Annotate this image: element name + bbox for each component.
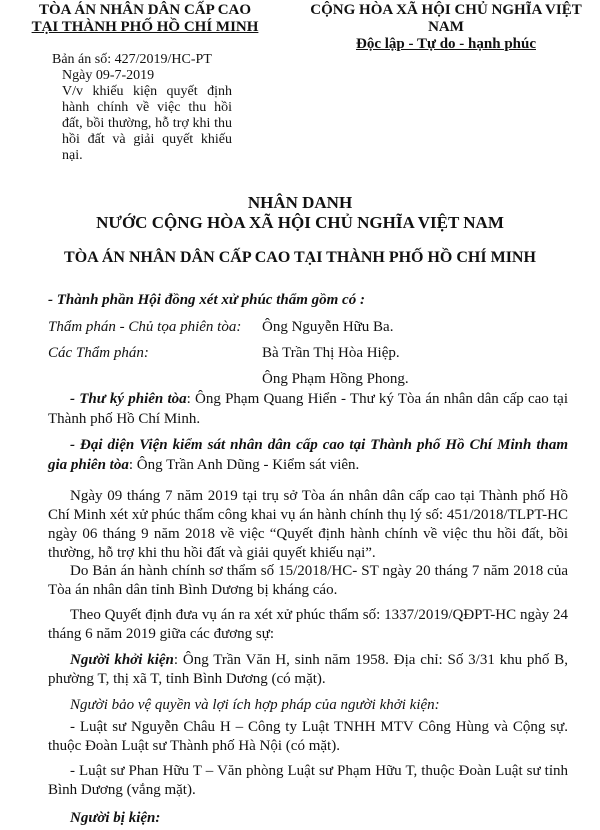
defendant-label: Người bị kiện:: [70, 810, 161, 826]
court-name-header: [0, 2, 290, 36]
judge-2-name: Ông Phạm Hồng Phong.: [262, 371, 409, 387]
protector-2: - Luật sư Phan Hữu T – Văn phòng Luật sư Phạm Hữu T, thuộc Đoàn Luật sư tỉnh Bình Dương (vắng mặt).: [48, 763, 568, 798]
court-name-line2: TẠI THÀNH PHỐ HỒ CHÍ MINH: [31, 19, 259, 35]
case-meta: [52, 52, 252, 164]
clerk-label: - Thư ký phiên tòa: [70, 391, 187, 407]
nation-motto: Độc lập - Tự do - hạnh phúc: [355, 36, 537, 52]
panel-heading: - Thành phần Hội đồng xét xử phúc thẩm gồm có :: [48, 292, 365, 308]
case-date: Ngày 09-7-2019: [62, 68, 155, 83]
plaintiff-label: Người khởi kiện: [70, 652, 174, 668]
procuracy-text: : Ông Trần Anh Dũng - Kiểm sát viên.: [128, 457, 360, 473]
procuracy-label: - Đại diện Viện kiểm sát nhân dân cấp cao tại Thành phố Hồ Chí Minh tham gia phiên tòa: [48, 437, 568, 473]
nation-name: CỘNG HÒA XÃ HỘI CHỦ NGHĨA VIỆT NAM: [310, 2, 582, 35]
first-instance-paragraph: Do Bản án hành chính sơ thẩm số 15/2018/HC- ST ngày 20 tháng 7 năm 2018 của Tòa án nhân dân tỉnh Bình Dương bị kháng cáo.: [48, 563, 568, 598]
clerk-text: : Ông Phạm Quang Hiển - Thư ký Tòa án nhân dân cấp cao tại Thành phố Hồ Chí Minh.: [48, 391, 569, 427]
court-name-line1: TÒA ÁN NHÂN DÂN CẤP CAO: [38, 2, 252, 18]
clerk-paragraph: [48, 389, 568, 429]
protectors-heading: Người bảo vệ quyền và lợi ích hợp pháp của người khởi kiện:: [70, 697, 440, 713]
judge-1-name: Bà Trần Thị Hòa Hiệp.: [262, 345, 400, 361]
title-nation: NƯỚC CỘNG HÒA XÃ HỘI CHỦ NGHĨA VIỆT NAM: [96, 213, 504, 232]
case-subject: V/v khiếu kiện quyết định hành chính về việc thu hồi đất, bồi thường, hỗ trợ khi thu hồi đất và giải quyết khiếu nại.: [62, 84, 232, 163]
judges-label: Các Thẩm phán:: [48, 345, 149, 361]
presiding-judge-label: Thẩm phán - Chủ tọa phiên tòa:: [48, 319, 242, 335]
presiding-judge-name: Ông Nguyễn Hữu Ba.: [262, 319, 394, 335]
hearing-paragraph: Ngày 09 tháng 7 năm 2019 tại trụ sở Tòa án nhân dân cấp cao tại Thành phố Hồ Chí Minh xét xử phúc thẩm công khai vụ án hành chính thụ lý số: 451/2018/TLPT-HC ngày 06 tháng 9 năm 2018 về việc “Quyết định hành chính về việc thu hồi đất, bồi thường, hỗ trợ khi thu hồi đất và giải quyết khiếu nại”.: [48, 488, 568, 561]
procuracy-paragraph: [48, 435, 568, 475]
protector-1: - Luật sư Nguyễn Châu H – Công ty Luật TNHH MTV Công Hùng và Cộng sự. thuộc Đoàn Luật sư Thành phố Hà Nội (có mặt).: [48, 719, 568, 754]
title-court: TÒA ÁN NHÂN DÂN CẤP CAO TẠI THÀNH PHỐ HỒ CHÍ MINH: [64, 249, 536, 266]
national-motto-header: [292, 2, 600, 53]
case-number: Bản án số: 427/2019/HC-PT: [52, 52, 212, 67]
plaintiff-text: : Ông Trần Văn H, sinh năm 1958. Địa chỉ: Số 3/31 khu phố B, phường T, thị xã T, tỉnh Bình Dương (có mặt).: [48, 652, 568, 687]
plaintiff-paragraph: [48, 651, 568, 689]
trial-decision-paragraph: Theo Quyết định đưa vụ án ra xét xử phúc thẩm số: 1337/2019/QĐPT-HC ngày 24 tháng 6 năm 2019 giữa các đương sự:: [48, 607, 568, 642]
title-in-the-name: NHÂN DANH: [247, 193, 353, 212]
